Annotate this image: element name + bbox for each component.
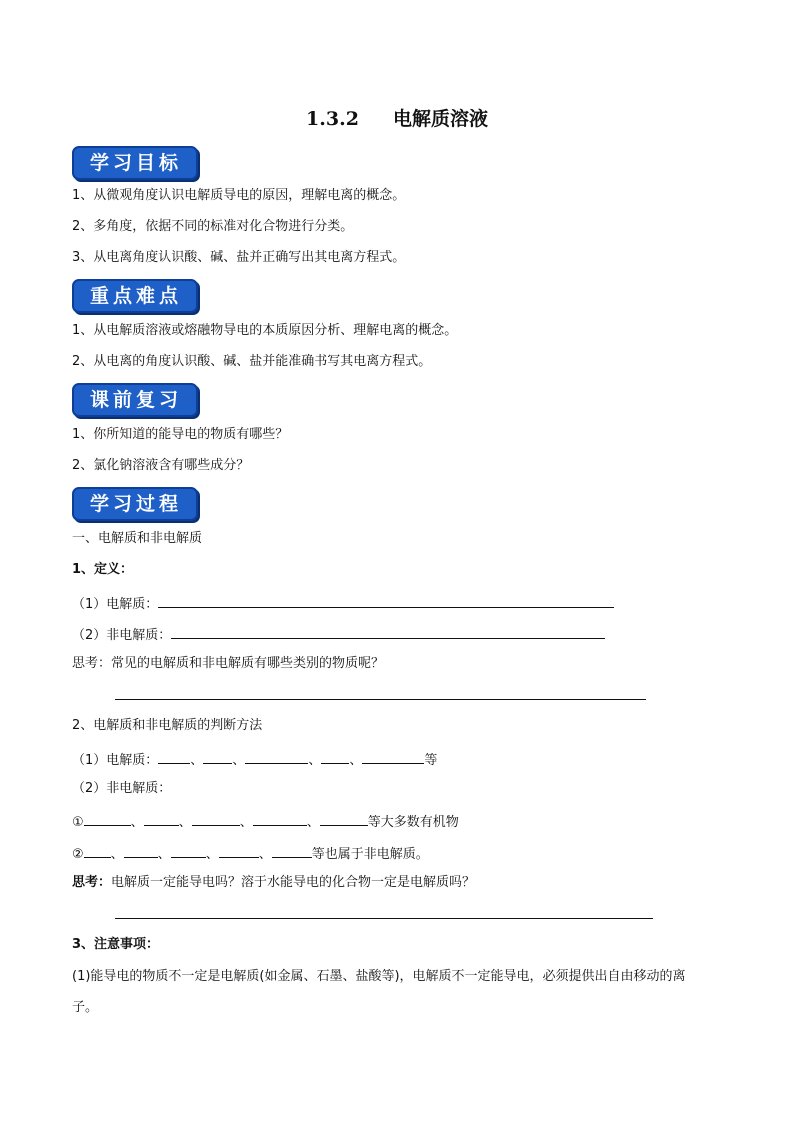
separator: 、: [306, 815, 320, 830]
lesson-title: 电解质溶液: [392, 108, 488, 130]
notes-title: 3、注意事项：: [72, 937, 160, 952]
page-title: [0, 104, 794, 131]
separator: 、: [232, 753, 246, 768]
answer-blank[interactable]: [192, 811, 240, 826]
answer-blank[interactable]: [158, 593, 614, 608]
process-badge: 学习过程: [72, 487, 198, 521]
review-badge: 课前复习: [72, 383, 198, 417]
think-question-2: [72, 874, 475, 892]
separator: 、: [110, 847, 124, 862]
answer-blank[interactable]: [272, 843, 312, 858]
answer-blank[interactable]: [171, 843, 206, 858]
key-point-item-2: 2、从电离的角度认识酸、碱、盐并能准确书写其电离方程式。: [72, 354, 432, 369]
definition-electrolyte-label: （1）电解质：: [72, 597, 159, 612]
row-1-tail: 等大多数有机物: [367, 815, 459, 830]
answer-blank[interactable]: [362, 749, 424, 764]
objectives-badge: 学习目标: [72, 146, 198, 180]
objective-item-1: 1、从微观角度认识电解质导电的原因，理解电离的概念。: [72, 188, 406, 203]
definition-title: 1、定义：: [72, 562, 134, 577]
answer-blank[interactable]: [144, 811, 179, 826]
think-text: 电解质一定能导电吗？溶于水能导电的化合物一定是电解质吗？: [111, 875, 476, 890]
separator: 、: [205, 847, 219, 862]
answer-line[interactable]: [115, 699, 646, 700]
note-1-line-2: 子。: [72, 1000, 99, 1015]
judge-title: 2、电解质和非电解质的判断方法: [72, 718, 263, 733]
key-point-item-1: 1、从电解质溶液或熔融物导电的本质原因分析、理解电离的概念。: [72, 323, 458, 338]
answer-blank[interactable]: [203, 749, 232, 764]
think-question-1: 思考：常见的电解质和非电解质有哪些类别的物质呢？: [72, 656, 385, 671]
definition-nonelectrolyte-label: （2）非电解质：: [72, 628, 172, 643]
answer-blank[interactable]: [320, 811, 368, 826]
circled-number-2: ②: [72, 847, 84, 862]
section-heading: 一、电解质和非电解质: [72, 531, 203, 546]
answer-blank[interactable]: [84, 811, 131, 826]
think-label: 思考：: [72, 875, 112, 890]
nonelectrolyte-row-1: [72, 811, 459, 832]
answer-blank[interactable]: [171, 624, 605, 639]
note-1-line-1: (1)能导电的物质不一定是电解质(如金属、石墨、盐酸等)，电解质不一定能导电，必须提供出自由移动的离: [72, 969, 686, 984]
separator: 、: [130, 815, 144, 830]
review-item-2: 2、氯化钠溶液含有哪些成分？: [72, 458, 250, 473]
answer-blank[interactable]: [84, 843, 111, 858]
separator: 、: [178, 815, 192, 830]
answer-blank[interactable]: [245, 749, 308, 764]
separator: 、: [258, 847, 272, 862]
separator: 、: [157, 847, 171, 862]
answer-blank[interactable]: [124, 843, 158, 858]
separator: 、: [308, 753, 322, 768]
definition-electrolyte: [72, 593, 614, 614]
circled-number-1: ①: [72, 815, 84, 830]
definition-nonelectrolyte: [72, 624, 605, 645]
answer-blank[interactable]: [253, 811, 307, 826]
separator: 、: [349, 753, 363, 768]
nonelectrolyte-row-2: [72, 843, 429, 864]
answer-blank[interactable]: [158, 749, 190, 764]
separator: 、: [190, 753, 204, 768]
answer-blank[interactable]: [321, 749, 349, 764]
answer-line[interactable]: [115, 918, 653, 919]
objective-item-3: 3、从电离角度认识酸、碱、盐并正确写出其电离方程式。: [72, 250, 406, 265]
answer-blank[interactable]: [219, 843, 259, 858]
judge-electrolyte-label: （1）电解质：: [72, 753, 159, 768]
judge-electrolyte: [72, 749, 437, 770]
objective-item-2: 2、多角度，依据不同的标准对化合物进行分类。: [72, 219, 354, 234]
etc-text: 等: [424, 753, 438, 768]
key-points-badge: 重点难点: [72, 279, 198, 313]
lesson-number: 1.3.2: [306, 108, 359, 130]
review-item-1: 1、你所知道的能导电的物质有哪些？: [72, 427, 289, 442]
judge-nonelectrolyte-label: （2）非电解质：: [72, 781, 172, 796]
row-2-tail: 等也属于非电解质。: [311, 847, 429, 862]
separator: 、: [239, 815, 253, 830]
